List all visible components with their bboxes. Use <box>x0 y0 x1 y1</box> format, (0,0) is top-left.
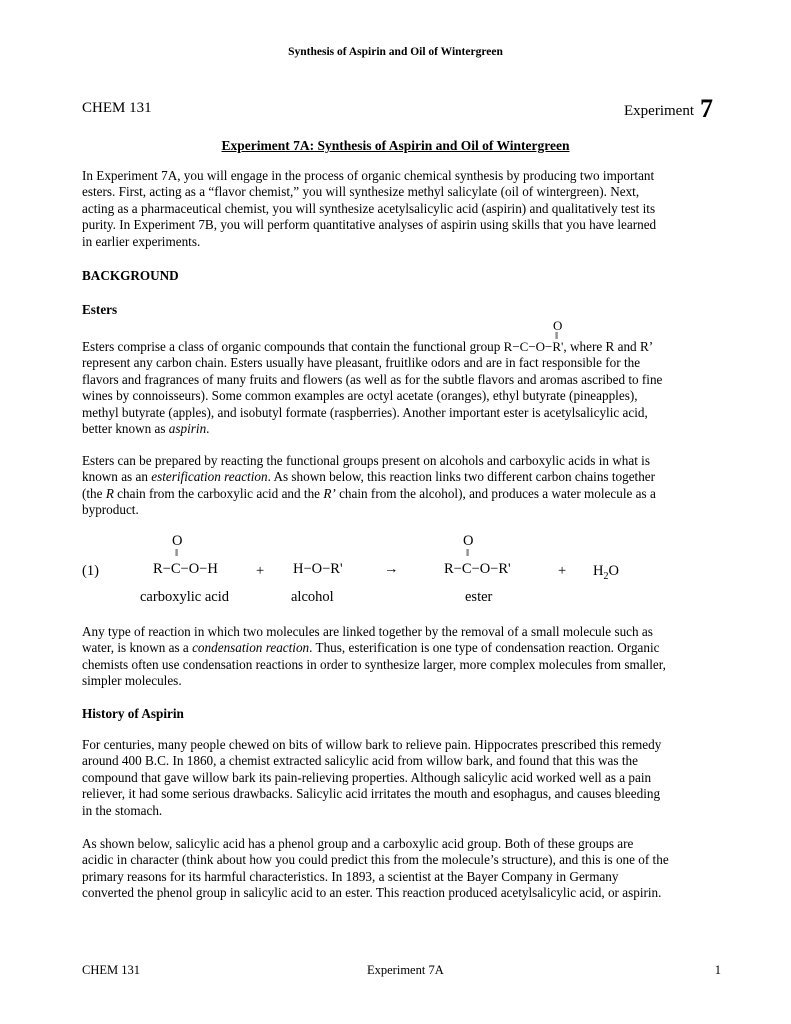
reaction-arrow: → <box>384 561 399 577</box>
cond-line <box>82 640 710 656</box>
salicylic-line: acidic in character (think about how you could predict this from the molecule’s structure), and this is one of the <box>82 852 669 868</box>
footer-experiment: Experiment 7A <box>367 963 444 977</box>
esters-line <box>82 421 722 437</box>
ester-double-bond: ‖ <box>466 547 470 559</box>
esters-line: represent any carbon chain. Esters usually have pleasant, fruitlike odors and are in fact responsible for the <box>82 355 641 371</box>
history-line: compound that gave willow bark its pain-relieving properties. Although salicylic acid worked well as a pain <box>82 769 652 785</box>
prep-line: byproduct. <box>82 502 139 518</box>
functional-group-formula: R−C−O−R' <box>503 339 564 354</box>
ester-prep-paragraph <box>82 453 710 519</box>
esters-heading: Esters <box>82 302 118 317</box>
esters-paragraph <box>82 339 722 437</box>
cond-line: chemists often use condensation reactions in order to synthesize larger, more complex molecules from smaller, <box>82 656 666 672</box>
history-heading: History of Aspirin <box>82 706 184 721</box>
esters-line: flavors and fragrances of many fruits and flowers (as well as for the subtle flavors and aromas ascribed to fine <box>82 371 663 387</box>
salicylic-line: As shown below, salicylic acid has a phenol group and a carboxylic acid group. Both of these groups are <box>82 836 634 851</box>
salicylic-line: converted the phenol group in salicylic acid to an ester. This reaction produced acetylsalicylic acid, or aspirin. <box>82 885 662 901</box>
salicylic-line: primary reasons for its harmful characteristics. In 1893, a scientist at the Bayer Company in Germany <box>82 868 619 884</box>
salicylic-paragraph <box>82 836 710 902</box>
label-carboxylic-acid: carboxylic acid <box>140 589 229 605</box>
experiment-word: Experiment <box>624 103 694 119</box>
acid-carbonyl-oxygen: O <box>172 533 183 549</box>
esters-line-text: Esters comprise a class of organic compounds that contain the functional group <box>82 339 501 354</box>
section-title: Experiment 7A: Synthesis of Aspirin and Oil of Wintergreen <box>221 138 570 153</box>
water-h: H <box>593 563 604 579</box>
prep-line: Esters can be prepared by reacting the functional groups present on alcohols and carboxylic acids in what is <box>82 453 650 468</box>
course-label: CHEM 131 <box>82 100 152 116</box>
esters-line <box>82 339 722 355</box>
prep-text: (the <box>82 485 106 501</box>
prep-text: known as an <box>82 469 152 485</box>
ester-formula: R−C−O−R' <box>444 561 511 577</box>
history-line: For centuries, many people chewed on bits of willow bark to relieve pain. Hippocrates prescribed this remedy <box>82 737 662 752</box>
plus-sign: + <box>256 563 265 579</box>
fg-double-bond: ‖ <box>555 330 559 342</box>
r-prime-italic: R’ <box>323 485 336 501</box>
cond-line: Any type of reaction in which two molecules are linked together by the removal of a small molecule such as <box>82 624 653 639</box>
history-line: reliever, it had some serious drawbacks. Salicylic acid irritates the mouth and esophagus, and causes bleeding <box>82 786 661 802</box>
intro-line: acting as a pharmaceutical chemist, you will synthesize acetylsalicylic acid (aspirin) and qualitatively test its <box>82 200 656 216</box>
esters-line-text: , where R and R’ <box>563 339 654 354</box>
plus-sign: + <box>558 563 567 579</box>
acid-double-bond: ‖ <box>175 547 179 559</box>
background-heading: BACKGROUND <box>82 268 179 283</box>
history-line: around 400 B.C. In 1860, a chemist extracted salicylic acid from willow bark, and found that this was the <box>82 753 638 769</box>
cond-line: simpler molecules. <box>82 673 182 689</box>
experiment-label <box>624 94 713 124</box>
condensation-paragraph <box>82 624 710 690</box>
esterification-italic: esterification reaction <box>151 469 268 485</box>
fg-oxygen: O <box>553 318 563 333</box>
running-header: Synthesis of Aspirin and Oil of Wintergreen <box>288 46 503 58</box>
intro-line: esters. First, acting as a “flavor chemist,” you will synthesize methyl salicylate (oil of wintergreen). Next, <box>82 184 640 200</box>
water-formula <box>593 563 619 582</box>
history-paragraph <box>82 737 710 819</box>
water-o: O <box>608 563 619 579</box>
intro-line: in earlier experiments. <box>82 233 201 249</box>
intro-line: In Experiment 7A, you will engage in the process of organic chemical synthesis by producing two important <box>82 168 655 183</box>
label-ester: ester <box>465 589 493 605</box>
r-italic: R <box>105 485 114 501</box>
prep-text: chain from the carboxylic acid and the <box>113 485 324 501</box>
prep-line <box>82 469 710 485</box>
alcohol-formula: H−O−R' <box>293 561 343 577</box>
intro-line: purity. In Experiment 7B, you will perform quantitative analyses of aspirin using skills that you have learned <box>82 217 657 233</box>
cond-text: . Thus, esterification is one type of condensation reaction. Organic <box>309 640 660 656</box>
esters-line: wines by connoisseurs). Some common examples are octyl acetate (oranges), ethyl butyrate (pineapples), <box>82 388 638 404</box>
footer-course: CHEM 131 <box>82 963 140 977</box>
esters-line-text: better known as <box>82 421 169 437</box>
prep-text: . As shown below, this reaction links two different carbon chains together <box>267 469 656 485</box>
aspirin-italic: aspirin <box>168 421 207 437</box>
ester-carbonyl-oxygen: O <box>463 533 474 549</box>
prep-text: chain from the alcohol), and produces a water molecule as a <box>335 485 656 501</box>
intro-paragraph <box>82 168 710 250</box>
experiment-number: 7 <box>700 94 713 123</box>
esters-line: methyl butyrate (apples), and isobutyl formate (raspberries). Another important ester is acetylsalicylic acid, <box>82 404 648 420</box>
footer-page-number: 1 <box>714 963 721 977</box>
esters-line-text: . <box>206 421 210 437</box>
condensation-italic: condensation reaction <box>192 640 310 656</box>
cond-text: water, is known as a <box>82 640 193 656</box>
water-subscript: 2 <box>603 570 609 582</box>
prep-line <box>82 486 710 502</box>
reaction-number: (1) <box>82 563 99 579</box>
history-line: in the stomach. <box>82 802 163 818</box>
carboxylic-acid-formula: R−C−O−H <box>153 561 218 577</box>
label-alcohol: alcohol <box>291 589 334 605</box>
